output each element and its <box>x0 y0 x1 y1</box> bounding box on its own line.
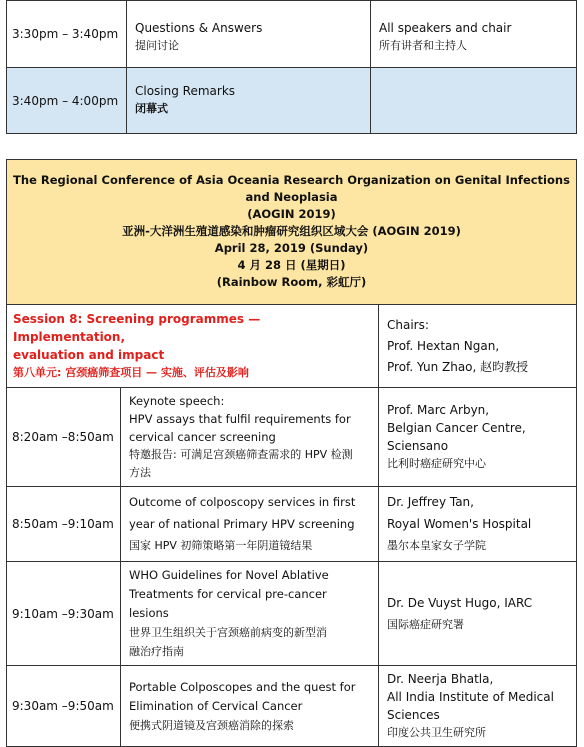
speaker-cell <box>379 562 577 666</box>
conference-header-row <box>7 160 577 305</box>
talk-line: Outcome of colposcopy services in first <box>129 495 356 509</box>
chairs-cell <box>379 305 577 388</box>
speaker-name: All speakers and chair <box>379 21 512 35</box>
conference-room: (Rainbow Room, 彩虹厅) <box>216 275 367 289</box>
talk-line-cn: 世界卫生组织关于宫颈癌前病变的新型消 <box>129 626 327 639</box>
table-row <box>7 1 577 68</box>
speaker-name: Dr. Jeffrey Tan, <box>387 495 474 509</box>
title-cell <box>127 68 371 134</box>
speaker-affiliation-cn: 墨尔本皇家女子学院 <box>387 539 486 552</box>
speaker-name: Prof. Marc Arbyn, <box>387 403 490 417</box>
talk-line: HPV assays that fulfil requirements for <box>129 412 351 426</box>
talk-cell <box>121 388 379 487</box>
table-row <box>7 487 577 562</box>
speaker-affiliation: Belgian Cancer Centre, Sciensano <box>387 421 526 453</box>
speaker-cell <box>379 487 577 562</box>
speaker-affiliation-cn: 比利时癌症研究中心 <box>387 457 486 470</box>
talk-cell <box>121 487 379 562</box>
session-title: Closing Remarks <box>135 84 236 98</box>
talk-line: cervical cancer screening <box>129 430 276 444</box>
talk-line-cn: 融治疗指南 <box>129 645 184 658</box>
conference-title: The Regional Conference of Asia Oceania Research Organization on Genital Infections and Neoplasia <box>13 173 570 204</box>
chairs-label: Chairs: <box>387 317 429 332</box>
talk-cell <box>121 666 379 747</box>
talk-line-cn: 便携式阴道镜及宫颈癌消除的探索 <box>129 718 294 732</box>
chair-name: Prof. Hextan Ngan, <box>387 338 500 353</box>
talk-line: year of national Primary HPV screening <box>129 517 355 531</box>
title-cell <box>127 1 371 68</box>
session-table <box>6 159 577 747</box>
top-schedule-table <box>6 0 577 134</box>
conference-date-cn: 4 月 28 日 (星期日) <box>237 258 346 272</box>
speaker-affiliation-cn: 国际癌症研究署 <box>387 617 464 631</box>
talk-line: Keynote speech: <box>129 394 225 408</box>
talk-line-cn: 特邀报告: 可满足宫颈癌筛查需求的 HPV 检测 <box>129 448 353 461</box>
conference-abbr: (AOGIN 2019) <box>247 207 336 221</box>
session-row <box>7 305 577 388</box>
speaker-affiliation: Sciences <box>387 708 440 722</box>
table-row <box>7 68 577 134</box>
time-cell: 3:40pm – 4:00pm <box>7 68 127 134</box>
talk-line-cn: 国家 HPV 初筛策略第一年阴道镜结果 <box>129 539 313 552</box>
speaker-cell <box>371 1 577 68</box>
table-row <box>7 388 577 487</box>
table-row <box>7 562 577 666</box>
session-title-cn: 闭幕式 <box>135 102 168 115</box>
conference-header <box>7 160 577 305</box>
conference-title-cn: 亚洲-大洋洲生殖道感染和肿瘤研究组织区域大会 (AOGIN 2019) <box>122 224 461 238</box>
talk-line: WHO Guidelines for Novel Ablative <box>129 568 329 582</box>
table-row <box>7 666 577 747</box>
time-cell: 8:50am –9:10am <box>7 487 121 562</box>
talk-line-cn: 方法 <box>129 466 151 479</box>
session-title-cn: 提问讨论 <box>135 39 179 52</box>
empty-cell <box>371 68 577 134</box>
speaker-cell <box>379 388 577 487</box>
session-title-cell <box>7 305 379 388</box>
conference-date: April 28, 2019 (Sunday) <box>214 241 369 255</box>
talk-line: Elimination of Cervical Cancer <box>129 698 303 713</box>
time-cell: 9:10am –9:30am <box>7 562 121 666</box>
session-title-line1: Session 8: Screening programmes — Implementation, <box>13 312 261 344</box>
session-title-line2: evaluation and impact <box>13 348 165 362</box>
speaker-name: Dr. De Vuyst Hugo, IARC <box>387 595 533 610</box>
talk-line: Portable Colposcopes and the quest for <box>129 679 356 694</box>
speaker-affiliation: Royal Women's Hospital <box>387 517 532 531</box>
speaker-affiliation-cn: 印度公共卫生研究所 <box>387 726 486 739</box>
speaker-cell <box>379 666 577 747</box>
speaker-name-cn: 所有讲者和主持人 <box>379 39 467 52</box>
session-title: Questions & Answers <box>135 21 263 35</box>
chair-name: Prof. Yun Zhao, 赵昀教授 <box>387 359 529 374</box>
speaker-affiliation: All India Institute of Medical <box>387 690 554 704</box>
session-title-cn: 第八单元: 宫颈癌筛查项目 — 实施、评估及影响 <box>13 366 249 379</box>
talk-line: Treatments for cervical pre-cancer lesions <box>129 587 327 620</box>
speaker-name: Dr. Neerja Bhatla, <box>387 672 494 686</box>
time-cell: 9:30am –9:50am <box>7 666 121 747</box>
talk-cell <box>121 562 379 666</box>
time-cell: 8:20am –8:50am <box>7 388 121 487</box>
time-cell: 3:30pm – 3:40pm <box>7 1 127 68</box>
